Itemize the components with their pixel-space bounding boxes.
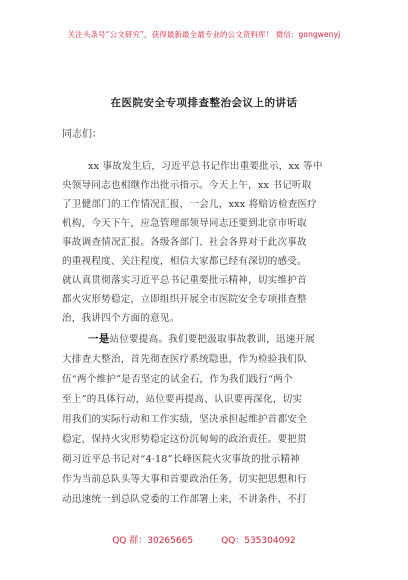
paragraph-2-line: 用我们的实际行动和工作实绩，坚决承担起维护首都安全 xyxy=(62,414,307,425)
paragraph-1-line: 治，我讲四个方面的意见。 xyxy=(62,313,180,324)
paragraph-2-line: 彻习近平总书记对“4·18”长峰医院火灾事故的批示精神 xyxy=(62,454,301,465)
page-title: 在医院安全专项排查整治会议上的讲话 xyxy=(110,97,298,109)
paragraph-1-line: 了卫健部门的工作情况汇报，一会儿，xxx 将赔访检查医疗 xyxy=(62,199,318,210)
paragraph-1-line: 机构，今天下午，应急管理部领导同志还要到北京市听取 xyxy=(62,218,307,229)
paragraph-2-line: 大排查大整治，首先彻查医疗系统隐患，作为检验我们队 xyxy=(62,354,307,365)
footer-qq-group: QQ 群：30265665 xyxy=(112,536,194,546)
paragraph-2-line: 站位要提高。我们要把汲取事故教训，迅速开展 xyxy=(109,334,316,345)
paragraph-1-line: 事故调查情况汇报。各级各部门、社会各界对于此次事故 xyxy=(62,237,307,248)
paragraph-2-line: 动迅速统一到总队党委的工作部署上来，不讲条件、不打 xyxy=(62,494,307,505)
footer-qq-number: QQ：535304092 xyxy=(221,536,296,546)
paragraph-2-line: 作为当前总队头等大事和首要政治任务，切实把思想和行 xyxy=(62,474,307,485)
paragraph-2-first-line xyxy=(88,331,315,346)
paragraph-1-line: 的重视程度、关注程度，相信大家都已经有深切的感受。 xyxy=(62,256,307,267)
paragraph-1-line: 央领导同志也相继作出批示指示。今天上午，xx 书记听取 xyxy=(62,180,312,191)
paragraph-2-line: 伍“两个维护”是否坚定的试金石，作为我们践行“两个 xyxy=(62,374,293,385)
paragraph-2-lead: 一是 xyxy=(88,333,110,345)
paragraph-2-line: 至上”的具体行动，站位要再提高、认识要再深化，切实 xyxy=(62,394,303,405)
footer-contact xyxy=(0,533,408,546)
paragraph-2-line: 稳定，保持火灾形势稳定这份沉甸甸的政治责任。要把贯 xyxy=(62,434,307,445)
salutation: 同志们： xyxy=(62,129,102,140)
paragraph-1-line: 就认真贯彻落实习近平总书记重要批示精神，切实维护首 xyxy=(62,275,307,286)
paragraph-1-line: xx 事故发生后，习近平总书记作出重要批示，xx 等中 xyxy=(88,161,323,172)
top-banner: 关注头条号“公文研究”，获得最新最全最专业的公文资料库！ 微信：gongwenyj xyxy=(67,30,341,39)
paragraph-1-line: 都火灾形势稳定，立即组织开展全市医院安全专项排查整 xyxy=(62,294,307,305)
